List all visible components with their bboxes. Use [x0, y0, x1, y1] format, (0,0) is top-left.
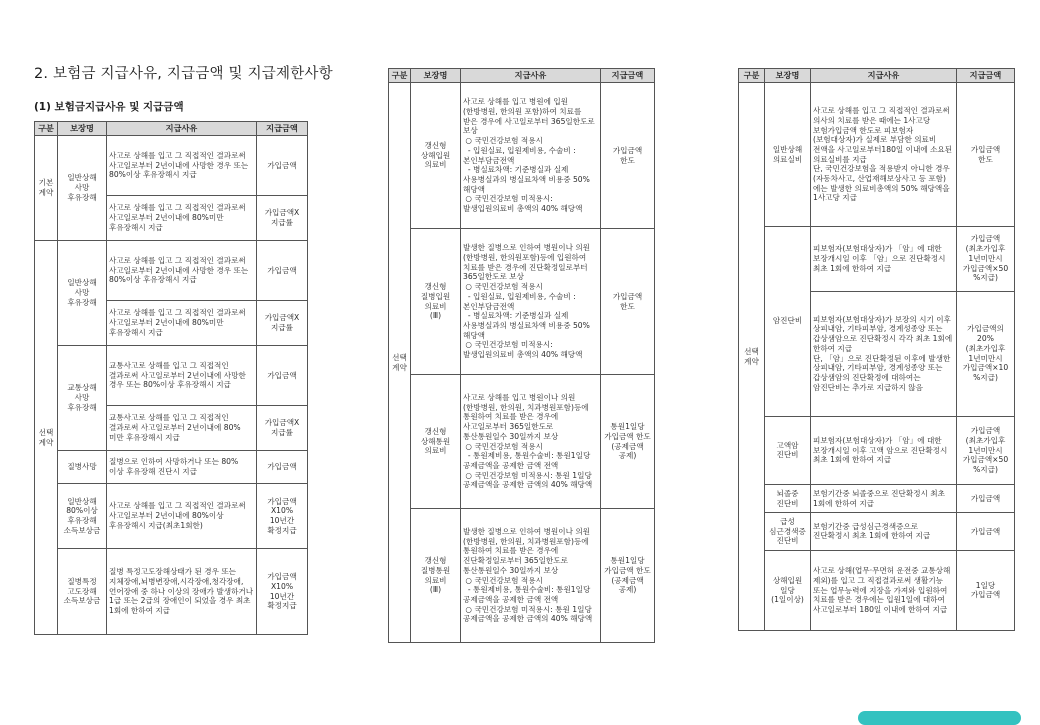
coverage-cell: 상해입원 일당 (1일이상) [765, 550, 811, 630]
amount-cell: 가입금액X 지급률 [257, 301, 308, 346]
reason-cell: 피보험자(보험대상자)가 보장의 시기 이후 상피내암, 기타피부암, 경계성종양 또는 갑상샘암으로 진단확정시 각각 최초 1회에 한하여 지급 단, 「암」으로 진단확정된 이후에 발생한 상피내암, 기타피부암, 경계성종양 또는 갑상샘암의 진단확정에 대하여는 암진단비는 추가로 지급하지 않음 [811, 291, 957, 416]
amount-cell: 가입금액X 지급률 [257, 406, 308, 451]
header-category: 구분 [35, 122, 58, 136]
amount-cell: 가입금액 [257, 346, 308, 406]
coverage-cell: 일반상해 사망 후유장해 [58, 136, 107, 241]
coverage-cell: 갱신형 상해입원 의료비 [411, 83, 461, 229]
table-row [389, 375, 655, 509]
header-coverage: 보장명 [765, 69, 811, 83]
category-optional: 선택 계약 [739, 83, 765, 631]
amount-cell: 가입금액 한도 [601, 83, 655, 229]
header-amount: 지급금액 [257, 122, 308, 136]
table-header-row [739, 69, 1015, 83]
benefit-table-2 [388, 68, 655, 643]
header-reason: 지급사유 [107, 122, 257, 136]
amount-cell: 가입금액 (최초가입후 1년미만시 가입금액×50 %지급) [957, 416, 1015, 485]
amount-cell: 통원1일당 가입금액 한도 (공제금액 공제) [601, 509, 655, 643]
amount-cell: 가입금액 [957, 513, 1015, 551]
header-reason: 지급사유 [461, 69, 601, 83]
table-row [739, 416, 1015, 485]
amount-cell: 가입금액 (최초가입후 1년미만시 가입금액×50 %지급) [957, 226, 1015, 291]
reason-cell: 교통사고로 상해를 입고 그 직접적인 결과로써 사고일로부터 2년이내에 사망한 경우 또는 80%이상 후유장해시 지급 [107, 346, 257, 406]
coverage-cell: 질병사망 [58, 451, 107, 484]
reason-cell: 사고로 상해(업무·무면허 운전중 교통상해 제외)를 입고 그 직접결과로써 생활기능 또는 업무능력에 지장을 가져와 입원하여 치료를 받은 경우에는 입원1일에 대하여 사고일로부터 180일 이내에 한하여 지급 [811, 550, 957, 630]
table-row [389, 509, 655, 643]
benefit-table-1 [34, 121, 308, 635]
amount-cell: 가입금액 X10% 10년간 확정지급 [257, 549, 308, 635]
subsection-heading: (1) 보험금지급사유 및 지급금액 [34, 101, 184, 113]
coverage-cell: 일반상해 의료실비 [765, 83, 811, 227]
amount-cell: 가입금액 [957, 485, 1015, 513]
reason-cell: 보험기간중 뇌졸중으로 진단확정시 최초 1회에 한하여 지급 [811, 485, 957, 513]
reason-cell: 질병 특정고도장해상태가 된 경우 또는 지체장애,뇌병변장애,시각장애,청각장애,언어장애 중 하나 이상의 장애가 발생하거나 1급 또는 2급의 장애인이 되었을 경우 최초 1회에 한하여 지급 [107, 549, 257, 635]
coverage-cell: 고액암 진단비 [765, 416, 811, 485]
table-row [389, 83, 655, 229]
header-amount: 지급금액 [957, 69, 1015, 83]
reason-cell: 사고로 상해를 입고 그 직접적인 결과로써 의사의 치료를 받은 때에는 1사고당 보험가입금액 한도로 피보험자(보험대상자)가 실제로 부담한 의료비 전액을 사고일로부터180일 이내에 소요된 의료실비를 지급 단, 국민건강보험을 적용받지 아니한 경우(자동차사고, 산업재해보상사고 등 포함)에는 발생한 의료비총액의 50% 해당액을 1사고당 지급 [811, 83, 957, 227]
category-optional: 선택 계약 [389, 83, 411, 643]
category-basic: 기본 계약 [35, 136, 58, 241]
reason-cell: 사고로 상해를 입고 그 직접적인 결과로써 사고일로부터 2년이내에 사망한 경우 또는 80%이상 후유장해시 지급 [107, 241, 257, 301]
amount-cell: 1일당 가입금액 [957, 550, 1015, 630]
section-heading: 2. 보험금 지급사유, 지급금액 및 지급제한사항 [34, 66, 333, 82]
table-row [35, 484, 308, 549]
amount-cell: 가입금액 [257, 136, 308, 196]
header-reason: 지급사유 [811, 69, 957, 83]
table-row [35, 346, 308, 406]
table-row [389, 229, 655, 375]
reason-cell: 사고로 상해를 입고 병원에 입원(한방병원, 한의원 포함)하여 치료를 받은 경우에 사고일로부터 365일한도로 보상 ○ 국민건강보험 적용시 - 입원실료, 입원제비용, 수술비 : 본인부담금전액 - 병실료차액: 기준병실과 실제 사용병실과의 병실료차액 비용중 50% 해당액 ○ 국민건강보험 미적용시: 발생입원의료비 총액의 40% 해당액 [461, 83, 601, 229]
coverage-cell: 갱신형 질병통원 의료비 (Ⅲ) [411, 509, 461, 643]
table-row [739, 550, 1015, 630]
reason-cell: 질병으로 인하여 사망하거나 또는 80% 이상 후유장해 진단시 지급 [107, 451, 257, 484]
header-coverage: 보장명 [411, 69, 461, 83]
table-header-row [35, 122, 308, 136]
table-row [739, 513, 1015, 551]
reason-cell: 사고로 상해를 입고 그 직접적인 결과로써 사고일로부터 2년이내에 80%미만 후유장해시 지급 [107, 301, 257, 346]
amount-cell: 가입금액 [257, 451, 308, 484]
benefit-table-3 [738, 68, 1015, 631]
header-coverage: 보장명 [58, 122, 107, 136]
reason-cell: 피보험자(보험대상자)가 「암」에 대한 보장개시일 이후 「암」으로 진단확정시 최초 1회에 한하여 지급 [811, 226, 957, 291]
amount-cell: 가입금액 [257, 241, 308, 301]
amount-cell: 가입금액의 20% (최초가입후 1년미만시 가입금액×10 %지급) [957, 291, 1015, 416]
reason-cell: 발생한 질병으로 인하여 병원이나 의원(한방병원, 한의원, 치과병원포함)등에 통원하여 치료를 받은 경우에 진단확정일로부터 365일한도로 통산통원일수 30일까지 보상 ○ 국민건강보험 적용시 - 통원제비용, 통원수술비: 통원1일당 공제금액을 공제한 금액 전액 ○ 국민건강보험 미적용시: 통원 1일당 공제금액을 공제한 금액의 40% 해당액 [461, 509, 601, 643]
table-row [35, 549, 308, 635]
bottom-action-button[interactable] [858, 711, 1021, 725]
header-category: 구분 [389, 69, 411, 83]
table-row [35, 451, 308, 484]
amount-cell: 통원1일당 가입금액 한도 (공제금액 공제) [601, 375, 655, 509]
reason-cell: 피보험자(보험대상자)가 「암」에 대한 보장개시일 이후 고액 암으로 진단확정시 최초 1회에 한하여 지급 [811, 416, 957, 485]
coverage-cell: 갱신형 질병입원 의료비 (Ⅲ) [411, 229, 461, 375]
table-row [35, 136, 308, 196]
table-row [35, 241, 308, 301]
reason-cell: 사고로 상해를 입고 그 직접적인 결과로써 사고일로부터 2년이내에 80%이상 후유장해시 지급(최초1회한) [107, 484, 257, 549]
amount-cell: 가입금액 한도 [957, 83, 1015, 227]
header-category: 구분 [739, 69, 765, 83]
reason-cell: 사고로 상해를 입고 그 직접적인 결과로써 사고일로부터 2년이내에 사망한 경우 또는 80%이상 후유장해시 지급 [107, 136, 257, 196]
table-row [739, 83, 1015, 227]
coverage-cell: 갱신형 상해통원 의료비 [411, 375, 461, 509]
coverage-cell: 암진단비 [765, 226, 811, 416]
table-row [739, 485, 1015, 513]
category-optional: 선택 계약 [35, 241, 58, 635]
coverage-cell: 일반상해 80%이상 후유장해 소득보상금 [58, 484, 107, 549]
coverage-cell: 질병특정 고도장해 소득보상금 [58, 549, 107, 635]
coverage-cell: 교통상해 사망 후유장해 [58, 346, 107, 451]
amount-cell: 가입금액X 지급률 [257, 196, 308, 241]
table-header-row [389, 69, 655, 83]
table-row [739, 226, 1015, 291]
header-amount: 지급금액 [601, 69, 655, 83]
reason-cell: 사고로 상해를 입고 병원이나 의원(한방병원, 한의원, 치과병원포함)등에 통원하여 치료를 받은 경우에 사고일로부터 365일한도로 통산통원일수 30일까지 보상 ○ 국민건강보험 적용시 - 통원제비용, 통원수술비: 통원1일당 공제금액을 공제한 금액 전액 ○ 국민건강보험 미적용시: 통원 1일당 공제금액을 공제한 금액의 40% 해당액 [461, 375, 601, 509]
coverage-cell: 일반상해 사망 후유장해 [58, 241, 107, 346]
reason-cell: 교통사고로 상해를 입고 그 직접적인 결과로써 사고일로부터 2년이내에 80%미만 후유장해시 지급 [107, 406, 257, 451]
amount-cell: 가입금액 한도 [601, 229, 655, 375]
reason-cell: 발생한 질병으로 인하여 병원이나 의원(한방병원, 한의원포함)등에 입원하여 치료를 받은 경우에 진단확정일로부터 365일한도로 보상 ○ 국민건강보험 적용시 - 입원실료, 입원제비용, 수술비 : 본인부담금전액 - 병실료차액: 기준병실과 실제 사용병실과의 병실료차액 비용중 50% 해당액 ○ 국민건강보험 미적용시: 발생입원의료비 총액의 40% 해당액 [461, 229, 601, 375]
reason-cell: 사고로 상해를 입고 그 직접적인 결과로써 사고일로부터 2년이내에 80%미만 후유장해시 지급 [107, 196, 257, 241]
reason-cell: 보험기간중 급성심근경색증으로 진단확정시 최초 1회에 한하여 지급 [811, 513, 957, 551]
amount-cell: 가입금액 X10% 10년간 확정지급 [257, 484, 308, 549]
coverage-cell: 뇌졸중 진단비 [765, 485, 811, 513]
coverage-cell: 급성 심근경색증 진단비 [765, 513, 811, 551]
